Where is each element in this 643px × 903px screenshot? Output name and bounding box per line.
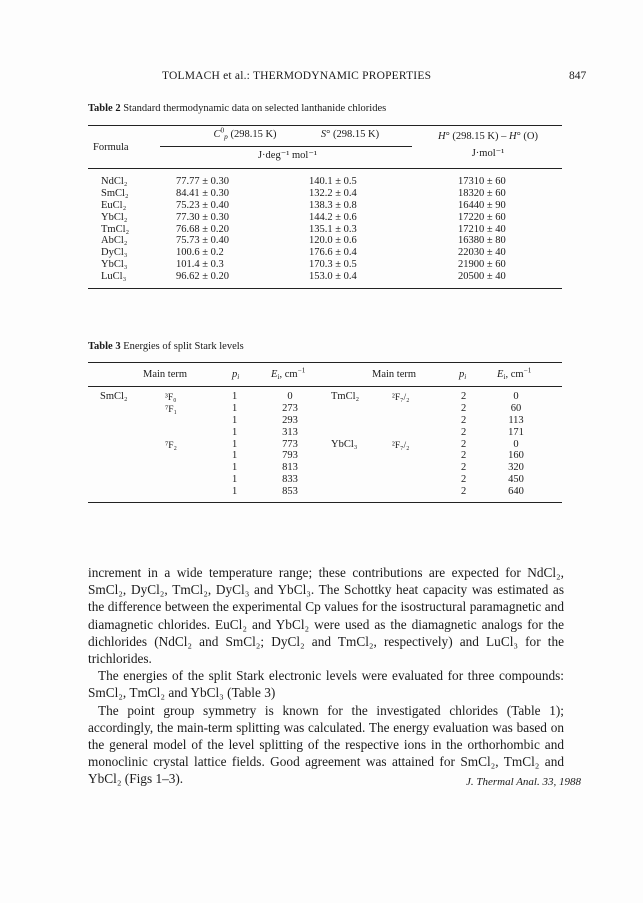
table2-caption	[88, 103, 386, 114]
table2-cp-column	[176, 176, 229, 283]
table-cell: 2	[461, 414, 467, 426]
table-cell: 16440 ± 90	[458, 199, 506, 211]
table-cell: 793	[282, 450, 298, 462]
table-cell: 320	[508, 462, 524, 474]
table-cell: 0	[513, 391, 519, 402]
page-number: 847	[569, 70, 587, 82]
table3-term-7f1: ⁷F₁	[165, 405, 177, 415]
table-cell: 313	[282, 426, 298, 438]
table-cell: 16380 ± 80	[458, 235, 506, 247]
table3-right-p-column	[461, 391, 466, 498]
table-cell: 1	[232, 462, 238, 474]
table2-unit-h: J·mol⁻¹	[471, 148, 505, 159]
table-cell: 60	[510, 402, 522, 414]
table2-header-rule	[88, 168, 562, 169]
table3-compound-smcl2: SmCl₂	[100, 391, 128, 402]
table-cell: 77.77 ± 0.30	[176, 176, 230, 187]
table-cell: 293	[282, 414, 298, 426]
table2-s-column	[309, 176, 357, 283]
table-cell: 153.0 ± 0.4	[309, 271, 357, 283]
table-cell: 21900 ± 60	[458, 259, 506, 271]
table-cell: 2	[461, 438, 467, 450]
table2-col-s: S° (298.15 K)	[320, 129, 380, 140]
table3-term-3f0: ³F₀	[165, 393, 177, 403]
table3-caption	[88, 341, 244, 352]
body-paragraph: increment in a wide temperature range; these contributions are expected for NdCl₂, SmCl₂, DyCl₂, TmCl₂, DyCl₃ and YbCl₃. The Schottky heat capacity was estimated as the difference between the experimental Cp values for the isostructural paramagnetic and diamagnetic chlorides. EuCl₂ and YbCl₂ were used as the diamagnetic analogs for the dichlorides (NdCl₂ and SmCl₂; DyCl₂ and TmCl₂, respectively) and LuCl₃ for the trichlorides.	[88, 565, 564, 667]
table-cell: 176.6 ± 0.4	[309, 247, 357, 259]
table3-col-e-left: $E_i$, $cm^{-1}$	[271, 365, 306, 381]
table-cell: 170.3 ± 0.5	[309, 259, 357, 271]
table3-col-main-term-left: Main term	[143, 369, 188, 380]
table-cell: 1	[232, 474, 238, 486]
table2-header-inner-rule	[160, 146, 412, 147]
table-cell: 77.30 ± 0.30	[176, 211, 230, 223]
table-cell: 17220 ± 60	[458, 211, 506, 223]
table-cell: 813	[282, 462, 298, 474]
table-cell: EuCl₂	[101, 199, 127, 211]
table2-col-cp: $C^0_p$ (298.15 K)	[213, 125, 277, 141]
table-cell: YbCl₃	[101, 259, 128, 271]
table2-label: Table 2	[88, 103, 121, 114]
table3-term-2f72-b: ²F₇/₂	[392, 441, 410, 451]
body-paragraph: The point group symmetry is known for the investigated chlorides (Table 1); accordingly, the main-term splitting was calculated. The energy evaluation was based on the general model of the level splitting of the respective ions in the orthorhombic and monoclinic crystal lattice fields. Good agreement was attained for SmCl₂, TmCl₂ and YbCl₂ (Figs 1–3).	[88, 702, 564, 787]
table3-term-2f72-a: ²F₇/₂	[392, 393, 410, 403]
table2-caption-text: Standard thermodynamic data on selected lanthanide chlorides	[123, 103, 387, 114]
table-cell: 17210 ± 40	[458, 223, 506, 235]
table-cell: 171	[508, 426, 524, 438]
table-cell: 273	[282, 402, 298, 414]
table-cell: 450	[508, 474, 524, 486]
table-cell: 17310 ± 60	[458, 176, 506, 187]
journal-footer: J. Thermal Anal. 33, 1988	[466, 776, 581, 788]
table2-h-column	[458, 176, 506, 283]
table3-caption-text: Energies of split Stark levels	[123, 341, 244, 352]
table-cell: NdCl₂	[101, 176, 128, 187]
table-cell: AbCl₂	[101, 235, 128, 247]
table-cell: 75.23 ± 0.40	[176, 199, 230, 211]
table-cell: 1	[232, 402, 238, 414]
table-cell: 138.3 ± 0.8	[309, 199, 357, 211]
table-cell: 1	[232, 438, 238, 450]
table3-left-p-column	[232, 391, 237, 498]
table-cell: 2	[461, 450, 467, 462]
table-cell: 132.2 ± 0.4	[309, 187, 357, 199]
table-cell: 2	[461, 402, 467, 414]
table-cell: 0	[287, 391, 293, 402]
table3-left-e-column	[274, 391, 306, 498]
table-cell: 100.6 ± 0.2	[176, 247, 224, 259]
table-cell: 120.0 ± 0.6	[309, 235, 357, 247]
table-cell: 76.68 ± 0.20	[176, 223, 230, 235]
table-cell: 101.4 ± 0.3	[176, 259, 224, 271]
table-cell: TmCl₂	[101, 223, 130, 235]
table3-compound-tmcl2: TmCl₂	[331, 391, 360, 402]
table-cell: 140.1 ± 0.5	[309, 176, 357, 187]
table-cell: 1	[232, 426, 238, 438]
table-cell: 160	[508, 450, 524, 462]
table-cell: 18320 ± 60	[458, 187, 506, 199]
table-cell: 2	[461, 391, 467, 402]
table3-compound-ybcl3: YbCl₃	[331, 439, 358, 450]
table3-col-main-term-right: Main term	[372, 369, 417, 380]
table3-col-p-left: $p_i$	[232, 369, 240, 381]
table-cell: LuCl₃	[101, 271, 127, 283]
table-cell: 22030 ± 40	[458, 247, 506, 259]
table2-bottom-rule	[88, 288, 562, 289]
table2-top-rule	[88, 125, 562, 126]
table-cell: 1	[232, 450, 238, 462]
table-cell: 1	[232, 391, 238, 402]
body-paragraph: The energies of the split Stark electronic levels were evaluated for three compounds: SmCl₂, TmCl₂ and YbCl₃ (Table 3)	[88, 668, 564, 701]
table-cell: 833	[282, 474, 298, 486]
table3-col-p-right: $p_i$	[459, 369, 467, 381]
table-cell: 2	[461, 474, 467, 486]
table3-label: Table 3	[88, 341, 121, 352]
table2-col-formula: Formula	[93, 142, 129, 153]
table-cell: 144.2 ± 0.6	[309, 211, 357, 223]
table-cell: 113	[508, 414, 524, 426]
table-cell: 1	[232, 486, 238, 498]
table-cell: 773	[282, 438, 298, 450]
table2-col-h: H° (298.15 K) – H° (O)	[438, 131, 538, 142]
running-title: TOLMACH et al.: THERMODYNAMIC PROPERTIES	[162, 70, 432, 82]
table-cell: 2	[461, 462, 467, 474]
table-cell: 96.62 ± 0.20	[176, 271, 230, 283]
table-cell: 640	[508, 486, 524, 498]
body-text	[88, 564, 564, 788]
table-cell: 2	[461, 426, 467, 438]
table-cell: 1	[232, 414, 238, 426]
table-cell: 0	[513, 438, 519, 450]
table-cell: 84.41 ± 0.30	[176, 187, 230, 199]
table-cell: 853	[282, 486, 298, 498]
table-cell: 135.1 ± 0.3	[309, 223, 357, 235]
table-cell: DyCl₃	[101, 247, 128, 259]
table3-right-e-column	[500, 391, 532, 498]
table2-formula-column	[101, 176, 129, 283]
table-cell: 75.73 ± 0.40	[176, 235, 230, 247]
table3-col-e-right: $E_i$, $cm^{-1}$	[497, 365, 532, 381]
table-cell: YbCl₂	[101, 211, 128, 223]
table3-bottom-rule	[88, 502, 562, 503]
table2-unit-cp-s: J·deg⁻¹ mol⁻¹	[257, 150, 318, 161]
table3-term-7f2: ⁷F₂	[165, 441, 177, 451]
table3-top-rule	[88, 362, 562, 363]
table3-header-rule	[88, 386, 562, 387]
table-cell: SmCl₂	[101, 187, 129, 199]
table-cell: 20500 ± 40	[458, 271, 506, 283]
table-cell: 2	[461, 486, 467, 498]
